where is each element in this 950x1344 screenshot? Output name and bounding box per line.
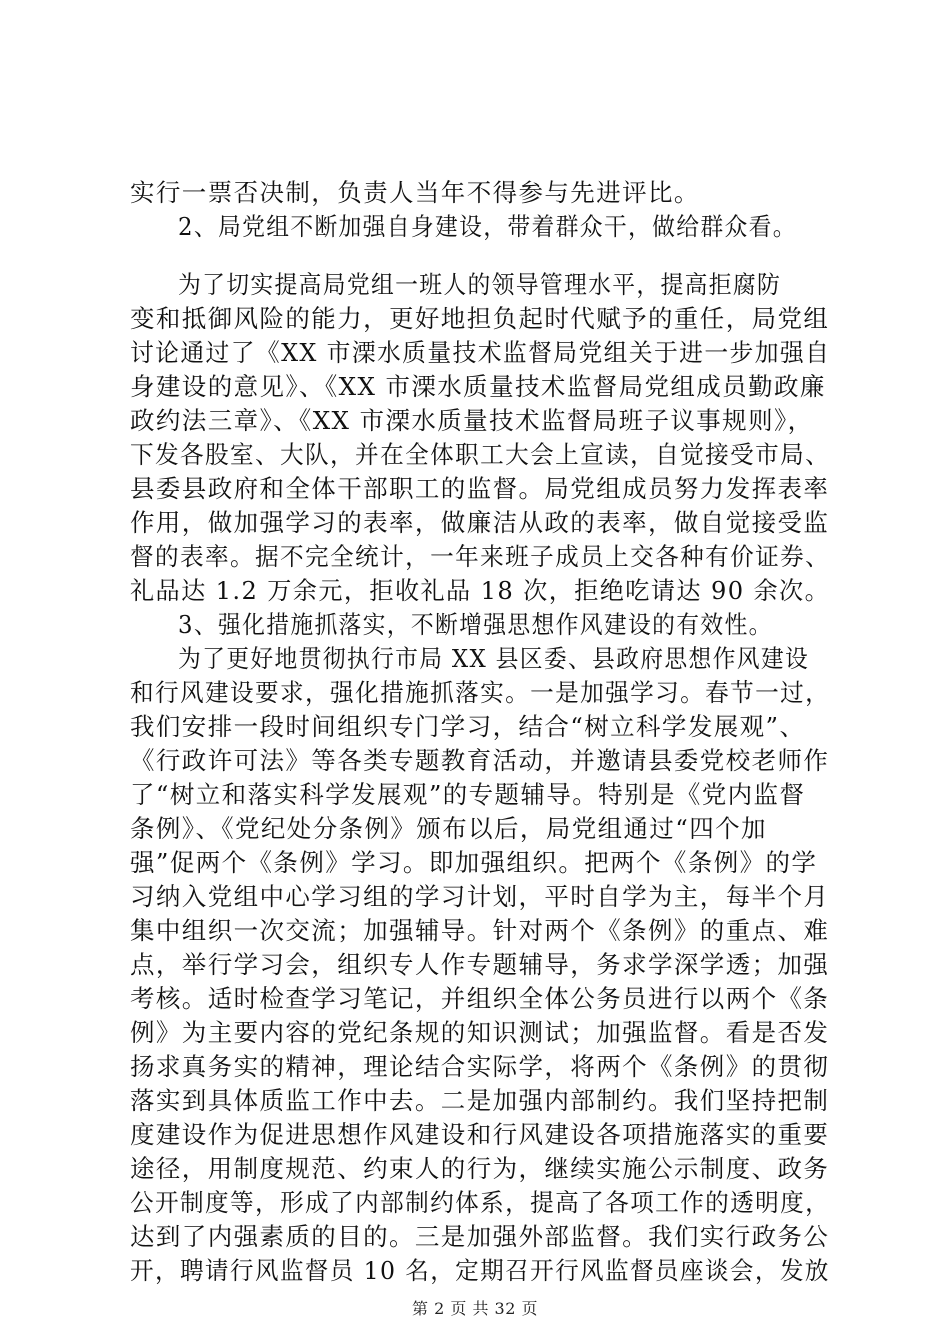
text-line: 下发各股室、大队，并在全体职工大会上宣读，自觉接受市局、 [130, 440, 831, 469]
text-line: 落实到具体质监工作中去。二是加强内部制约。我们坚持把制 [130, 1086, 830, 1115]
text-line: 为了切实提高局党组一班人的领导管理水平，提高拒腐防 [178, 270, 782, 299]
text-line: 强”促两个《条例》学习。即加强组织。把两个《条例》的学 [130, 848, 818, 877]
text-line: 县委县政府和全体干部职工的监督。局党组成员努力发挥表率 [130, 474, 830, 503]
text-line: 了“树立和落实科学发展观”的专题辅导。特别是《党内监督 [130, 780, 806, 809]
text-line: 《行政许可法》等各类专题教育活动，并邀请县委党校老师作 [130, 746, 830, 775]
text-line: 开，聘请行风监督员 10 名，定期召开行风监督员座谈会，发放 [130, 1256, 830, 1285]
text-line: 度建设作为促进思想作风建设和行风建设各项措施落实的重要 [130, 1120, 830, 1149]
text-line: 礼品达 1.2 万余元，拒收礼品 18 次，拒绝吃请达 90 余次。 [130, 576, 831, 605]
text-line: 身建设的意见》、《XX 市溧水质量技术监督局党组成员勤政廉 [130, 372, 826, 401]
text-line: 督的表率。据不完全统计，一年来班子成员上交各种有价证券、 [130, 542, 831, 571]
text-line: 和行风建设要求，强化措施抓落实。一是加强学习。春节一过， [130, 678, 831, 707]
text-line: 公开制度等，形成了内部制约体系，提高了各项工作的透明度， [130, 1188, 831, 1217]
text-line: 达到了内强素质的目的。三是加强外部监督。我们实行政务公 [130, 1222, 830, 1251]
text-line: 政约法三章》、《XX 市溧水质量技术监督局班子议事规则》， [130, 406, 814, 435]
text-line: 扬求真务实的精神，理论结合实际学，将两个《条例》的贯彻 [130, 1052, 830, 1081]
text-line: 途径，用制度规范、约束人的行为，继续实施公示制度、政务 [130, 1154, 830, 1183]
text-line: 考核。适时检查学习笔记，并组织全体公务员进行以两个《条 [130, 984, 830, 1013]
section-heading: 3、强化措施抓落实，不断增强思想作风建设的有效性。 [178, 610, 773, 639]
text-line: 我们安排一段时间组织专门学习，结合“树立科学发展观”、 [130, 712, 806, 741]
text-line: 集中组织一次交流；加强辅导。针对两个《条例》的重点、难 [130, 916, 830, 945]
page-footer: 第 2 页 共 32 页 [412, 1299, 538, 1318]
text-line: 实行一票否决制，负责人当年不得参与先进评比。 [130, 178, 700, 207]
text-line: 作用，做加强学习的表率，做廉洁从政的表率，做自觉接受监 [130, 508, 830, 537]
text-line: 讨论通过了《XX 市溧水质量技术监督局党组关于进一步加强自 [130, 338, 831, 367]
text-line: 为了更好地贯彻执行市局 XX 县区委、县政府思想作风建设 [178, 644, 810, 673]
text-line: 条例》、《党纪处分条例》颁布以后，局党组通过“四个加 [130, 814, 767, 843]
text-line: 变和抵御风险的能力，更好地担负起时代赋予的重任，局党组 [130, 304, 830, 333]
section-heading: 2、局党组不断加强自身建设，带着群众干，做给群众看。 [178, 212, 797, 241]
text-line: 习纳入党组中心学习组的学习计划，平时自学为主，每半个月 [130, 882, 830, 911]
text-line: 例》为主要内容的党纪条规的知识测试；加强监督。看是否发 [130, 1018, 830, 1047]
text-line: 点，举行学习会，组织专人作专题辅导，务求学深学透；加强 [130, 950, 830, 979]
